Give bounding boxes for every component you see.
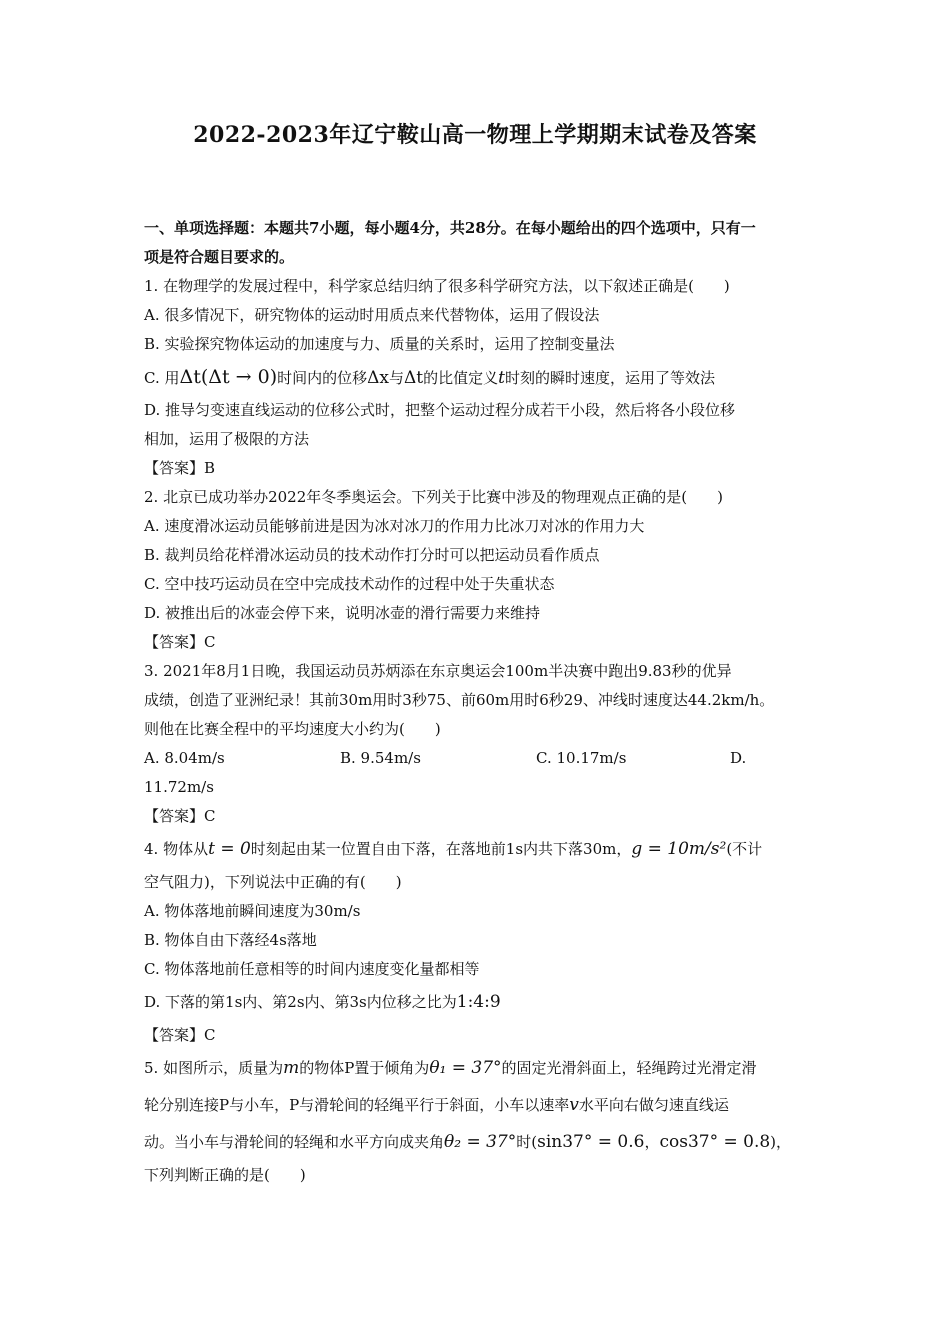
q5-line2-prefix: 轮分别连接P与小车，P与滑轮间的轻绳平行于斜面，小车以速率 — [144, 1096, 570, 1114]
section-heading-line-1: 一、单项选择题：本题共7小题，每小题4分，共28分。在每小题给出的四个选项中，只有一 — [144, 219, 756, 237]
q3-stem-line-3: 则他在比赛全程中的平均速度大小约为( ) — [144, 720, 441, 738]
q4-stem-text: 时刻起由某一位置自由下落，在落地前1s内共下落30m， — [250, 840, 632, 858]
section-heading-line-2: 项是符合题目要求的。 — [144, 248, 295, 266]
q1-option-c-text-2: 与 — [389, 369, 405, 387]
q3-option-c: C. 10.17m/s — [536, 749, 627, 767]
q1-option-d-line-2: 相加，运用了极限的方法 — [144, 430, 310, 448]
q4-stem-math-g: g = 10m/s² — [631, 839, 727, 859]
q5-stem-line-3 — [144, 1124, 810, 1161]
q4-stem-line-1 — [144, 831, 810, 868]
q5-line3-suffix: )， — [770, 1133, 792, 1151]
q5-line2-suffix: 水平向右做匀速直线运 — [578, 1096, 729, 1114]
q1-option-c-math-dt: Δt — [404, 368, 424, 388]
q4-stem-math-t: t = 0 — [208, 839, 251, 859]
q1-option-c-prefix: C. 用 — [144, 369, 180, 387]
q1-option-c-suffix: 时刻的瞬时速度，运用了等效法 — [505, 369, 716, 387]
q3-stem-line-1: 3. 2021年8月1日晚，我国运动员苏炳添在东京奥运会100m半决赛中跑出9.83秒的优异 — [144, 662, 732, 680]
q5-line1-math-theta1: θ₁ = 37° — [429, 1058, 502, 1078]
q4-option-c: C. 物体落地前任意相等的时间内速度变化量都相等 — [144, 960, 480, 978]
q3-option-a: A. 8.04m/s — [144, 749, 225, 767]
q4-answer: 【答案】C — [144, 1026, 216, 1044]
q5-stem-line-2 — [144, 1087, 810, 1124]
q5-line2-math-v: v — [569, 1095, 579, 1115]
q4-option-d-math-ratio: 1:4:9 — [456, 992, 501, 1012]
q3-option-b: B. 9.54m/s — [340, 749, 421, 767]
q4-option-b: B. 物体自由下落经4s落地 — [144, 931, 317, 949]
q5-line1-text: 的物体P置于倾角为 — [299, 1059, 430, 1077]
q2-option-c: C. 空中技巧运动员在空中完成技术动作的过程中处于失重状态 — [144, 575, 555, 593]
q4-stem-line-2: 空气阻力)，下列说法中正确的有( ) — [144, 873, 402, 891]
q2-stem: 2. 北京已成功举办2022年冬季奥运会。下列关于比赛中涉及的物理观点正确的是( ) — [144, 488, 723, 506]
q5-line1-suffix: 的固定光滑斜面上，轻绳跨过光滑定滑 — [501, 1059, 757, 1077]
q1-option-b: B. 实验探究物体运动的加速度与力、质量的关系时，运用了控制变量法 — [144, 335, 615, 353]
q5-line3-comma: ， — [644, 1133, 660, 1151]
q5-stem-line-1 — [144, 1050, 810, 1087]
q1-option-c-text-1: 时间内的位移 — [277, 369, 368, 387]
q5-line1-math-m: m — [283, 1058, 300, 1078]
document-body — [144, 214, 810, 1190]
q4-option-d-text: D. 下落的第1s内、第2s内、第3s内位移之比为 — [144, 993, 457, 1011]
q1-option-c-math-t: t — [498, 368, 505, 388]
q1-option-c — [144, 359, 810, 396]
q4-stem-suffix: (不计 — [726, 840, 763, 858]
q2-option-d: D. 被推出后的冰壶会停下来，说明冰壶的滑行需要力来维持 — [144, 604, 541, 622]
q5-line3-math-theta2: θ₂ = 37° — [444, 1132, 517, 1152]
q5-line3-prefix: 动。当小车与滑轮间的轻绳和水平方向成夹角 — [144, 1133, 445, 1151]
q3-option-d-value: 11.72m/s — [144, 778, 214, 796]
q3-options — [144, 744, 810, 773]
q4-option-a: A. 物体落地前瞬间速度为30m/s — [144, 902, 361, 920]
q2-option-b: B. 裁判员给花样滑冰运动员的技术动作打分时可以把运动员看作质点 — [144, 546, 600, 564]
q5-line3-math-sin: sin37° = 0.6 — [537, 1132, 645, 1152]
q3-option-d-label: D. — [730, 749, 747, 767]
q5-line1-prefix: 5. 如图所示，质量为 — [144, 1059, 284, 1077]
q2-option-a: A. 速度滑冰运动员能够前进是因为冰对冰刀的作用力比冰刀对冰的作用力大 — [144, 517, 645, 535]
q1-option-c-text-3: 的比值定义 — [423, 369, 499, 387]
q3-stem-line-2: 成绩，创造了亚洲纪录！其前30m用时3秒75、前60m用时6秒29、冲线时速度达44.2km/h。 — [144, 691, 775, 709]
q4-stem-prefix: 4. 物体从 — [144, 840, 209, 858]
q1-answer: 【答案】B — [144, 459, 216, 477]
q1-option-d-line-1: D. 推导匀变速直线运动的位移公式时，把整个运动过程分成若干小段，然后将各小段位移 — [144, 401, 736, 419]
document-title: 2022-2023年辽宁鞍山高一物理上学期期末试卷及答案 — [193, 122, 757, 148]
q1-stem: 1. 在物理学的发展过程中，科学家总结归纳了很多科学研究方法，以下叙述正确是( ) — [144, 277, 730, 295]
q5-line3-paren-open: 时( — [516, 1133, 538, 1151]
q2-answer: 【答案】C — [144, 633, 216, 651]
q3-answer: 【答案】C — [144, 807, 216, 825]
q1-option-c-math-dx: Δx — [367, 368, 390, 388]
q1-option-c-math-interval: Δt(Δt → 0) — [179, 366, 278, 388]
q5-stem-line-4: 下列判断正确的是( ) — [144, 1166, 306, 1184]
q1-option-a: A. 很多情况下，研究物体的运动时用质点来代替物体，运用了假设法 — [144, 306, 600, 324]
q5-line3-math-cos: cos37° = 0.8 — [659, 1132, 771, 1152]
q4-option-d — [144, 984, 810, 1021]
